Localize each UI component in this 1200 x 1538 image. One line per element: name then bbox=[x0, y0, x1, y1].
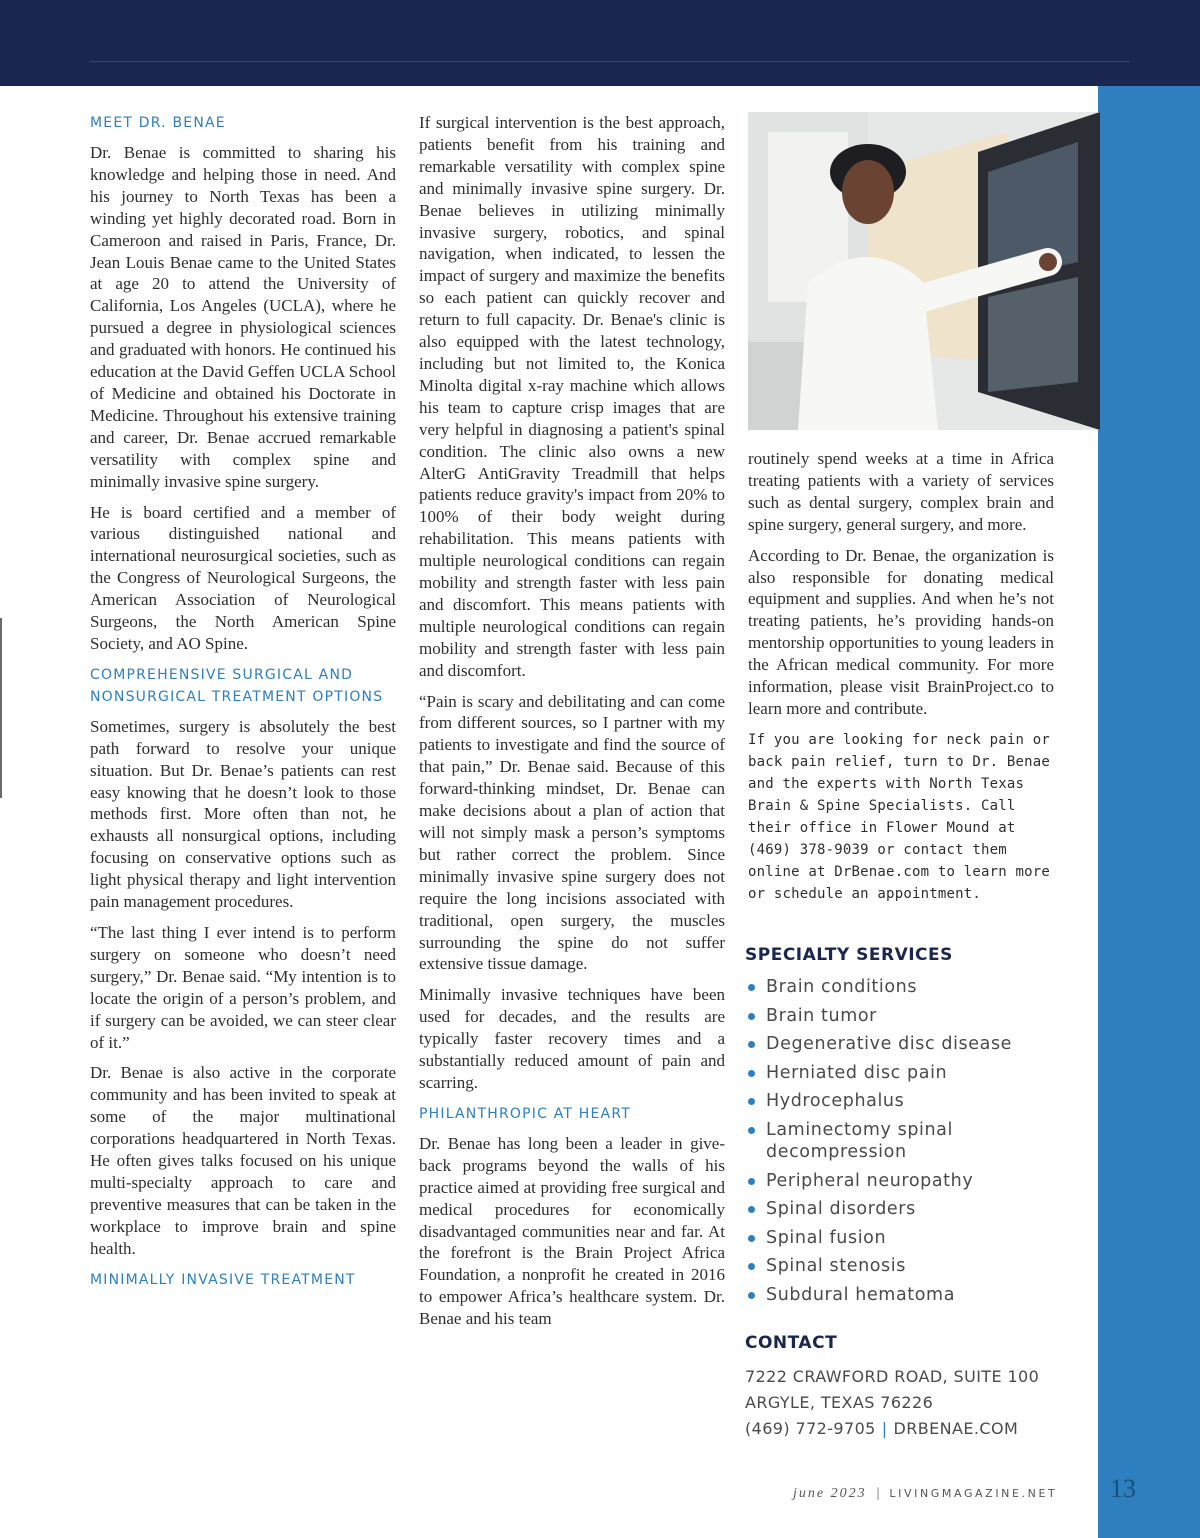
left-edge-mark bbox=[0, 618, 2, 798]
specialty-services-list bbox=[745, 976, 1075, 1313]
section-heading-philanthropic: PHILANTHROPIC AT HEART bbox=[419, 1105, 631, 1122]
bullet-icon bbox=[748, 1206, 755, 1213]
list-item-label: Herniated disc pain bbox=[766, 1062, 948, 1083]
list-item-label: Subdural hematoma bbox=[766, 1284, 956, 1305]
phone-number: (469) 772-9705 bbox=[745, 1419, 876, 1438]
magazine-website[interactable]: LIVINGMAGAZINE.NET bbox=[889, 1487, 1058, 1500]
paragraph-call-to-action: If you are looking for neck pain or back pain relief, turn to Dr. Benae and the experts with North Texas Brain & Spine Specialists. Call their office in Flower Mound at (469) 378-9039 or contact them online at DrBenae.com to learn more or schedule an appointment. bbox=[748, 731, 1051, 902]
bullet-icon bbox=[748, 1263, 755, 1270]
section-heading-comprehensive: COMPREHENSIVE SURGICAL AND NONSURGICAL TREATMENT OPTIONS bbox=[90, 666, 384, 705]
list-item bbox=[745, 1005, 1075, 1027]
photo-illustration bbox=[748, 112, 1100, 430]
article-column-1 bbox=[90, 112, 396, 1299]
page-footer bbox=[793, 1486, 1057, 1502]
top-rule bbox=[90, 61, 1130, 62]
bullet-icon bbox=[748, 984, 755, 991]
list-item bbox=[745, 1170, 1075, 1192]
bullet-icon bbox=[748, 1041, 755, 1048]
footer-separator: | bbox=[876, 1486, 880, 1501]
list-item bbox=[745, 1090, 1075, 1112]
paragraph: “Pain is scary and debilitating and can come from different sources, so I partner with my patients to investigate and find the source of that pain,” Dr. Benae said. Because of this forward-thinking mindset, Dr. Benae can make decisions about a plan of action that will not simply mask a person’s symptoms but rather correct the problem. Since minimally invasive spine surgery does not require the long incisions associated with traditional, open surgery, the muscles surrounding the spine do not suffer extensive tissue damage. bbox=[419, 691, 725, 974]
list-item-label: Peripheral neuropathy bbox=[766, 1170, 974, 1191]
list-item-label: Brain conditions bbox=[766, 977, 918, 997]
list-item bbox=[745, 976, 1075, 998]
separator: | bbox=[881, 1419, 888, 1438]
phone-website-line bbox=[745, 1416, 1039, 1442]
doctor-photo bbox=[748, 112, 1100, 430]
list-item bbox=[745, 1227, 1075, 1249]
section-heading-meet: MEET DR. BENAE bbox=[90, 115, 226, 131]
list-item-label: Laminectomy spinal decompression bbox=[766, 1119, 953, 1162]
list-item-label: Hydrocephalus bbox=[766, 1091, 905, 1112]
list-item-label: Spinal fusion bbox=[766, 1227, 887, 1248]
paragraph: Minimally invasive techniques have been used for decades, and the results are typically faster recovery times and a substantially reduced amount of pain and scarring. bbox=[419, 985, 725, 1092]
list-item bbox=[745, 1255, 1075, 1277]
list-item bbox=[745, 1284, 1075, 1306]
paragraph: routinely spend weeks at a time in Africa treating patients with a variety of services such as dental surgery, complex brain and spine surgery, general surgery, and more. bbox=[748, 449, 1054, 534]
address-line-1: 7222 CRAWFORD ROAD, SUITE 100 bbox=[745, 1367, 1040, 1386]
page-number: 13 bbox=[1110, 1474, 1136, 1503]
paragraph: Sometimes, surgery is absolutely the best path forward to resolve your unique situation. But Dr. Benae’s patients can rest easy knowing that he doesn’t look to those methods first. More often than not, he exhausts all nonsurgical options, including focusing on conservative options such as light physical therapy and light intervention pain management procedures. bbox=[90, 716, 396, 912]
right-color-band bbox=[1098, 86, 1200, 1538]
list-item bbox=[745, 1198, 1075, 1220]
paragraph: Dr. Benae is also active in the corporate community and has been invited to speak at some of the major multinational corporations headquartered in North Texas. He often gives talks focused on his unique multi-specialty approach to care and preventive measures that can be taken in the workplace to improve brain and spine health. bbox=[90, 1063, 396, 1258]
list-item bbox=[745, 1119, 1075, 1163]
paragraph: He is board certified and a member of various distinguished national and international neurosurgical societies, such as the Congress of Neurological Surgeons, the American Association of Neurological Surgeons, the North American Spine Society, and AO Spine. bbox=[90, 502, 396, 653]
paragraph: Dr. Benae is committed to sharing his knowledge and helping those in need. And his journey to North Texas has been a winding yet highly decorated road. Born in Cameroon and raised in Paris, France, Dr. Jean Louis Benae came to the United States at age 20 to attend the University of California, Los Angeles (UCLA), where he pursued a degree in physiological sciences and graduated with honors. He continued his education at the David Geffen UCLA School of Medicine and obtained his Doctorate in Medicine. Throughout his extensive training and career, Dr. Benae accrued remarkable versatility with complex spine and minimally invasive spine surgery. bbox=[90, 143, 396, 491]
article-column-3 bbox=[748, 448, 1054, 914]
list-item-label: Degenerative disc disease bbox=[766, 1034, 1013, 1055]
bullet-icon bbox=[748, 1070, 755, 1077]
address-line-2: ARGYLE, TEXAS 76226 bbox=[745, 1393, 934, 1412]
list-item bbox=[745, 1062, 1075, 1084]
list-item-label: Spinal disorders bbox=[766, 1199, 916, 1220]
article-column-2 bbox=[419, 112, 725, 1339]
list-item bbox=[745, 1033, 1075, 1055]
contact-block bbox=[745, 1364, 1039, 1442]
bullet-icon bbox=[748, 1178, 755, 1185]
bullet-icon bbox=[748, 1013, 755, 1020]
bullet-icon bbox=[748, 1098, 755, 1105]
contact-title: CONTACT bbox=[745, 1333, 838, 1353]
paragraph: If surgical intervention is the best approach, patients benefit from his training and remarkable versatility with complex spine and minimally invasive spine surgery. Dr. Benae believes in utilizing minimally invasive surgery, robotics, and spinal navigation, when indicated, to lessen the impact of surgery and maximize the benefits so each patient can quickly recover and return to full capacity. Dr. Benae's clinic is also equipped with the latest technology, including but not limited to, the Konica Minolta digital x-ray machine which allows his team to capture crisp images that are very helpful in diagnosing a patient's spinal condition. The clinic also owns a new AlterG AntiGravity Treadmill that helps patients reduce gravity's impact from 20% to 100% of their body weight during rehabilitation. This means patients with multiple neurological conditions can regain mobility and strength faster with less pain and discomfort. This means patients with multiple neurological conditions can regain mobility and strength faster with less pain and discomfort. bbox=[419, 113, 725, 680]
bullet-icon bbox=[748, 1292, 755, 1299]
issue-date: june 2023 bbox=[793, 1486, 867, 1501]
website-link[interactable]: DRBENAE.COM bbox=[893, 1419, 1019, 1438]
list-item-label: Spinal stenosis bbox=[766, 1256, 906, 1277]
top-banner bbox=[0, 0, 1200, 86]
paragraph: “The last thing I ever intend is to perform surgery on someone who doesn’t need surgery,” Dr. Benae said. “My intention is to locate the origin of a person’s problem, and if surgery can be avoided, we can steer clear of it.” bbox=[90, 923, 396, 1052]
list-item-label: Brain tumor bbox=[766, 1005, 877, 1026]
bullet-icon bbox=[748, 1127, 755, 1134]
specialty-services-title: SPECIALTY SERVICES bbox=[745, 945, 953, 965]
paragraph: According to Dr. Benae, the organization is also responsible for donating medical equipment and supplies. And when he’s not treating patients, he’s providing hands-on mentorship opportunities to young leaders in the African medical community. For more information, please visit BrainProject.co to learn more and contribute. bbox=[748, 545, 1054, 718]
bullet-icon bbox=[748, 1235, 755, 1242]
paragraph: Dr. Benae has long been a leader in give-back programs beyond the walls of his practice aimed at providing free surgical and medical procedures for economically disadvantaged communities near and far. At the forefront is the Brain Project Africa Foundation, a nonprofit he created in 2016 to empower Africa’s healthcare system. Dr. Benae and his team bbox=[419, 1133, 725, 1329]
section-heading-minimally-invasive: MINIMALLY INVASIVE TREATMENT bbox=[90, 1271, 356, 1288]
